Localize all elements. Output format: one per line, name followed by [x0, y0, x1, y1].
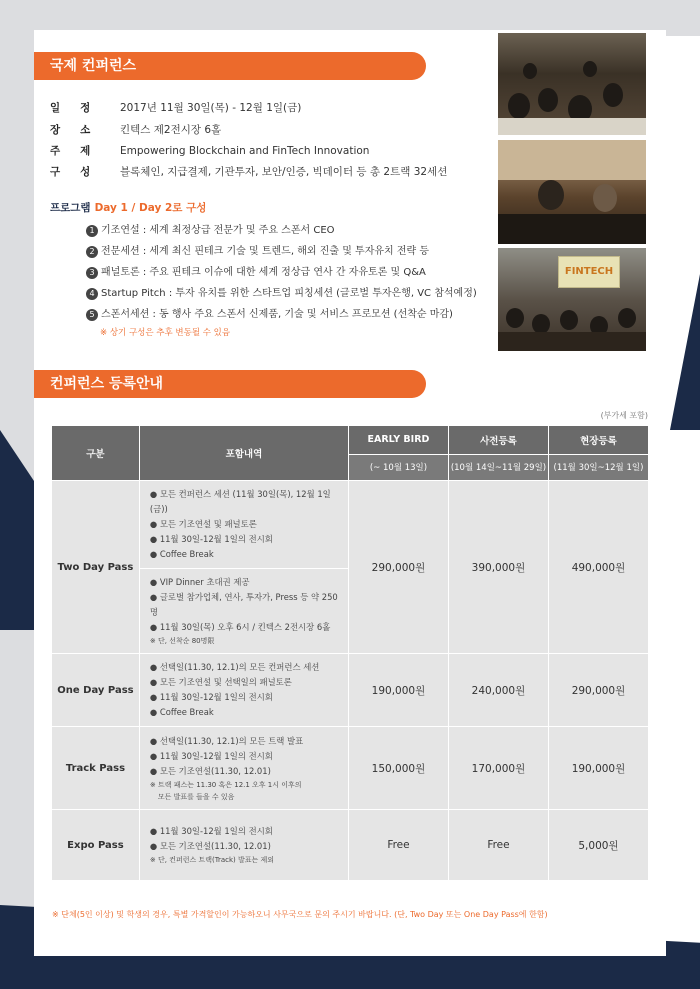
pass-name: Track Pass	[52, 727, 140, 810]
header-contents: 포함내역	[139, 426, 348, 481]
info-value: 킨텍스 제2전시장 6홀	[120, 124, 222, 136]
program-item-text: 스폰서세션 : 동 행사 주요 스폰서 신제품, 기술 및 서비스 프로모션 (선착순 마감)	[101, 309, 453, 320]
program-item	[86, 305, 453, 321]
table-row	[52, 810, 649, 881]
registration-section-title: 컨퍼런스 등록안내	[34, 370, 426, 398]
program-title	[50, 200, 206, 215]
content-note: ※ 단, 컨퍼런스 트랙(Track) 발표는 제외	[149, 856, 275, 864]
program-item	[86, 221, 335, 237]
content-item: ● 11월 30일-12월 1일의 전시회	[149, 534, 273, 544]
header-category: 구분	[52, 426, 140, 481]
info-label: 장소	[50, 124, 111, 136]
price-early: 150,000원	[348, 727, 448, 810]
content-item: ● 모든 기조연설(11.30, 12.01)	[149, 841, 271, 851]
content-item: ● Coffee Break	[149, 707, 214, 717]
price-onsite: 190,000원	[548, 727, 648, 810]
pass-contents	[139, 481, 348, 569]
pass-contents	[139, 727, 348, 810]
group-discount-note: ※ 단체(5인 이상) 및 학생의 경우, 특별 가격할인이 가능하오니 사무국으로 문의 주시기 바랍니다. (단, Two Day 또는 One Day Pass에 한함)	[52, 910, 548, 919]
info-label: 구성	[50, 166, 111, 178]
content-item: ● Coffee Break	[149, 549, 214, 559]
info-venue	[50, 122, 221, 137]
program-item	[86, 284, 477, 300]
number-badge: 4	[86, 288, 98, 300]
content-note: ※ 단, 선착순 80명限	[149, 637, 215, 645]
price-pre: 170,000원	[448, 727, 548, 810]
price-onsite: 290,000원	[548, 654, 648, 727]
header-onsite: 현장등록	[548, 426, 648, 455]
table-row	[52, 481, 649, 569]
info-value: 블록체인, 지급결제, 기관투자, 보안/인증, 빅데이터 등 총 2트랙 32세션	[120, 166, 448, 178]
header-pre-period: (10월 14일~11월 29일)	[448, 454, 548, 480]
pass-contents	[139, 569, 348, 654]
program-item	[86, 242, 429, 258]
price-early: 290,000원	[348, 481, 448, 654]
program-label: 프로그램	[50, 202, 91, 214]
fintech-hall-photo	[498, 248, 646, 351]
content-item: ● 모든 기조연설 및 선택일의 패널토론	[149, 677, 292, 687]
header-early: EARLY BIRD	[348, 426, 448, 455]
content-note: ※ 트랙 패스는 11.30 혹은 12.1 오후 1시 이후의	[149, 780, 302, 789]
content-item: ● 선택일(11.30, 12.1)의 모든 트랙 발표	[149, 735, 304, 746]
conference-audience-photo	[498, 33, 646, 135]
program-item-text: Startup Pitch : 투자 유치를 위한 스타트업 피칭세션 (글로벌 투자은행, VC 참석예정)	[101, 288, 477, 299]
conference-section-title: 국제 컨퍼런스	[34, 52, 426, 80]
fintech-screen: FINTECH	[558, 256, 620, 288]
pass-name: One Day Pass	[52, 654, 140, 727]
price-pre: Free	[448, 810, 548, 881]
number-badge: 2	[86, 246, 98, 258]
number-badge: 5	[86, 309, 98, 321]
pass-contents	[139, 810, 348, 881]
price-early: 190,000원	[348, 654, 448, 727]
content-item: ● 선택일(11.30, 12.1)의 모든 컨퍼런스 세션	[149, 662, 320, 672]
header-early-period: (~ 10월 13일)	[348, 454, 448, 480]
table-row	[52, 727, 649, 810]
price-onsite: 490,000원	[548, 481, 648, 654]
info-schedule	[50, 100, 301, 115]
content-item: ● 11월 30일-12월 1일의 전시회	[149, 750, 273, 761]
content-note: 모든 발표를 들을 수 있음	[157, 792, 235, 801]
content-item: ● 11월 30일-12월 1일의 전시회	[149, 826, 273, 836]
content-item: ● 모든 기조연설(11.30, 12.01)	[149, 765, 271, 776]
content-item: ● 11월 30일(목) 오후 6시 / 킨텍스 2전시장 6홀	[149, 622, 331, 632]
price-pre: 240,000원	[448, 654, 548, 727]
number-badge: 1	[86, 225, 98, 237]
info-value: 2017년 11월 30일(목) - 12월 1일(금)	[120, 102, 302, 114]
registration-table	[51, 425, 649, 881]
content-item: ● 글로벌 참가업체, 연사, 투자가, Press 등 약 250명	[149, 592, 338, 617]
content-item: ● 모든 컨퍼런스 세션 (11월 30일(목), 12월 1일(금))	[149, 489, 331, 514]
panel-speakers-photo	[498, 140, 646, 244]
price-pre: 390,000원	[448, 481, 548, 654]
program-days: Day 1 / Day 2로 구성	[94, 202, 207, 214]
program-note: ※ 상기 구성은 추후 변동될 수 있음	[100, 328, 231, 338]
info-value: Empowering Blockchain and FinTech Innovation	[120, 145, 370, 157]
info-theme	[50, 143, 369, 158]
pass-name: Two Day Pass	[52, 481, 140, 654]
header-onsite-period: (11월 30일~12월 1일)	[548, 454, 648, 480]
program-item	[86, 263, 426, 279]
program-item-text: 패널토론 : 주요 핀테크 이슈에 대한 세계 정상급 연사 간 자유토론 및 Q&A	[101, 267, 426, 278]
header-pre: 사전등록	[448, 426, 548, 455]
pass-name: Expo Pass	[52, 810, 140, 881]
price-early: Free	[348, 810, 448, 881]
info-composition	[50, 164, 447, 179]
content-item: ● 11월 30일-12월 1일의 전시회	[149, 692, 273, 702]
content-item: ● VIP Dinner 초대권 제공	[149, 577, 250, 587]
program-item-text: 기조연설 : 세계 최정상급 전문가 및 주요 스폰서 CEO	[101, 225, 335, 236]
table-row	[52, 654, 649, 727]
info-label: 주제	[50, 145, 111, 157]
pass-contents	[139, 654, 348, 727]
price-onsite: 5,000원	[548, 810, 648, 881]
number-badge: 3	[86, 267, 98, 279]
program-item-text: 전문세션 : 세계 최신 핀테크 기술 및 트렌드, 해외 진출 및 투자유치 전략 등	[101, 246, 430, 257]
info-label: 일정	[50, 102, 111, 114]
vat-note: (부가세 포함)	[600, 411, 648, 420]
content-item: ● 모든 기조연설 및 패널토론	[149, 519, 257, 529]
